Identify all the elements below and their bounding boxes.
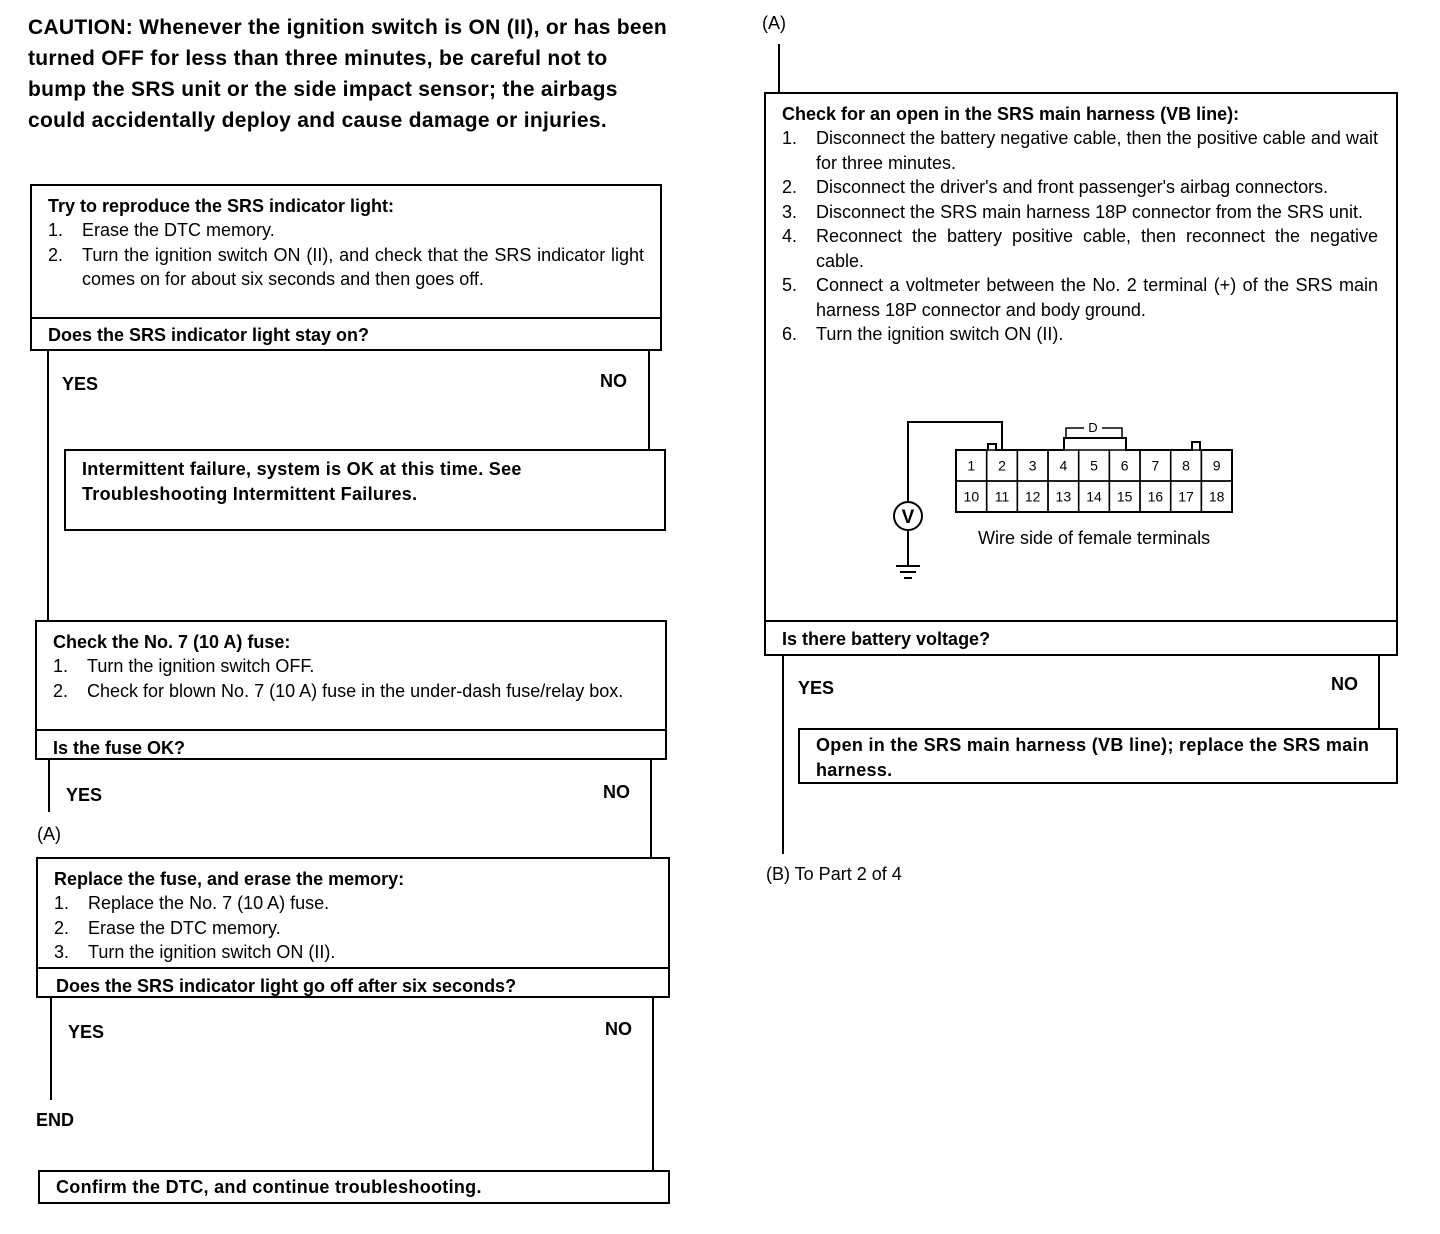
continue-part2-label: (B) To Part 2 of 4 — [766, 864, 902, 884]
replace-fuse-box — [36, 857, 670, 998]
box3-title: Replace the fuse, and erase the memory: — [54, 869, 405, 889]
box2-no-line — [650, 760, 652, 858]
box4-yes-label: YES — [798, 678, 835, 698]
box1-question: Does the SRS indicator light stay on? — [48, 325, 370, 345]
box2-steps — [53, 654, 649, 703]
connector-a-right: (A) — [762, 13, 786, 33]
terminal-number: 8 — [1182, 457, 1190, 474]
terminal-number: 3 — [1028, 457, 1037, 474]
check-open-harness-box — [764, 92, 1398, 656]
box1-step: 2. Turn the ignition switch ON (II), and check that the SRS indicator light comes on for about six seconds and then goes off. — [48, 244, 644, 289]
box3-step: 2. Erase the DTC memory. — [54, 917, 281, 938]
connector-caption: Wire side of female terminals — [978, 528, 1211, 548]
terminal-number: 2 — [998, 457, 1006, 474]
caution-text: CAUTION: Whenever the ignition switch is ON (II), or has been turned OFF for less than three minutes, be careful not to bump the SRS unit or the side impact sensor; the airbags could accidentally deploy and cause damage or injuries. — [28, 16, 668, 132]
terminal-number: 7 — [1151, 457, 1160, 474]
box1-no-line — [648, 351, 650, 449]
check-fuse-box — [35, 620, 667, 760]
connector-a-left: (A) — [37, 824, 61, 844]
box4-yes-line — [782, 656, 784, 854]
terminal-number: 6 — [1120, 457, 1129, 474]
box2-question: Is the fuse OK? — [53, 738, 186, 758]
box2-yes-label: YES — [66, 785, 103, 805]
entry-a-line — [778, 44, 780, 99]
box4-question: Is there battery voltage? — [782, 629, 991, 649]
box2-step: 2. Check for blown No. 7 (10 A) fuse in the under-dash fuse/relay box. — [53, 680, 624, 701]
box1-yes-line — [47, 351, 49, 621]
connector-diagram — [886, 412, 1246, 592]
intermittent-result-box — [64, 449, 666, 531]
terminal-number: 18 — [1208, 488, 1225, 505]
box4-step: 3. Disconnect the SRS main harness 18P connector from the SRS unit. — [782, 201, 1363, 222]
terminal-number: 16 — [1147, 488, 1164, 505]
box2-title: Check the No. 7 (10 A) fuse: — [53, 632, 291, 652]
box1-step: 1. Erase the DTC memory. — [48, 220, 275, 240]
box4-no-label: NO — [1331, 674, 1358, 694]
box1-divider — [30, 317, 662, 319]
box1-yes-label: YES — [62, 374, 99, 394]
lock-label: D — [1088, 420, 1098, 435]
box3-step: 1. Replace the No. 7 (10 A) fuse. — [54, 893, 330, 913]
terminal-number: 4 — [1059, 457, 1068, 474]
box4-step: 6. Turn the ignition switch ON (II). — [782, 324, 1064, 344]
box3-divider — [36, 967, 670, 969]
terminal-number: 13 — [1055, 488, 1072, 505]
box4-step: 5. Connect a voltmeter between the No. 2 terminal (+) of the SRS main harness 18P connector and body ground. — [782, 275, 1378, 320]
voltmeter-symbol: V — [901, 507, 915, 528]
terminal-number: 12 — [1024, 488, 1041, 505]
box4-no-line — [1378, 656, 1380, 728]
box4-step: 4. Reconnect the battery positive cable, then reconnect the negative cable. — [782, 226, 1378, 271]
terminal-number: 11 — [994, 488, 1010, 505]
box4-divider — [764, 620, 1398, 622]
terminal-number: 5 — [1090, 457, 1098, 474]
terminal-number: 10 — [963, 488, 980, 505]
box4-step: 2. Disconnect the driver's and front passenger's airbag connectors. — [782, 177, 1329, 197]
reproduce-indicator-box — [30, 184, 662, 351]
terminal-number: 1 — [967, 457, 976, 474]
open-harness-result-box — [798, 728, 1398, 784]
box4-title: Check for an open in the SRS main harness (VB line): — [782, 104, 1240, 124]
box3-step: 3. Turn the ignition switch ON (II). — [54, 942, 336, 962]
terminal-number: 15 — [1116, 488, 1133, 505]
box1-no-label: NO — [600, 371, 627, 391]
intermittent-result-text: Intermittent failure, system is OK at this time. See Troubleshooting Intermittent Failures. — [82, 459, 522, 504]
box3-yes-line — [50, 998, 52, 1100]
box3-yes-label: YES — [68, 1022, 105, 1042]
box2-no-label: NO — [603, 782, 630, 802]
box2-yes-line — [48, 760, 50, 812]
box4-step: 1. Disconnect the battery negative cable, then the positive cable and wait for three minutes. — [782, 128, 1378, 173]
box3-steps — [54, 891, 652, 965]
box4-steps — [782, 126, 1378, 347]
confirm-dtc-box — [38, 1170, 670, 1204]
terminal-number: 9 — [1212, 457, 1221, 474]
end-label: END — [36, 1110, 75, 1130]
terminal-number: 14 — [1086, 488, 1102, 505]
open-harness-result-text: Open in the SRS main harness (VB line); replace the SRS main harness. — [816, 735, 1370, 780]
box1-title: Try to reproduce the SRS indicator light: — [48, 196, 395, 216]
box3-no-label: NO — [605, 1019, 632, 1039]
confirm-dtc-text: Confirm the DTC, and continue troubleshooting. — [56, 1177, 482, 1197]
box1-steps — [48, 218, 644, 292]
box3-no-line — [652, 998, 654, 1171]
box2-step: 1. Turn the ignition switch OFF. — [53, 656, 315, 676]
box3-question: Does the SRS indicator light go off after six seconds? — [56, 976, 517, 996]
terminal-number: 17 — [1178, 488, 1194, 505]
box2-divider — [35, 729, 667, 731]
